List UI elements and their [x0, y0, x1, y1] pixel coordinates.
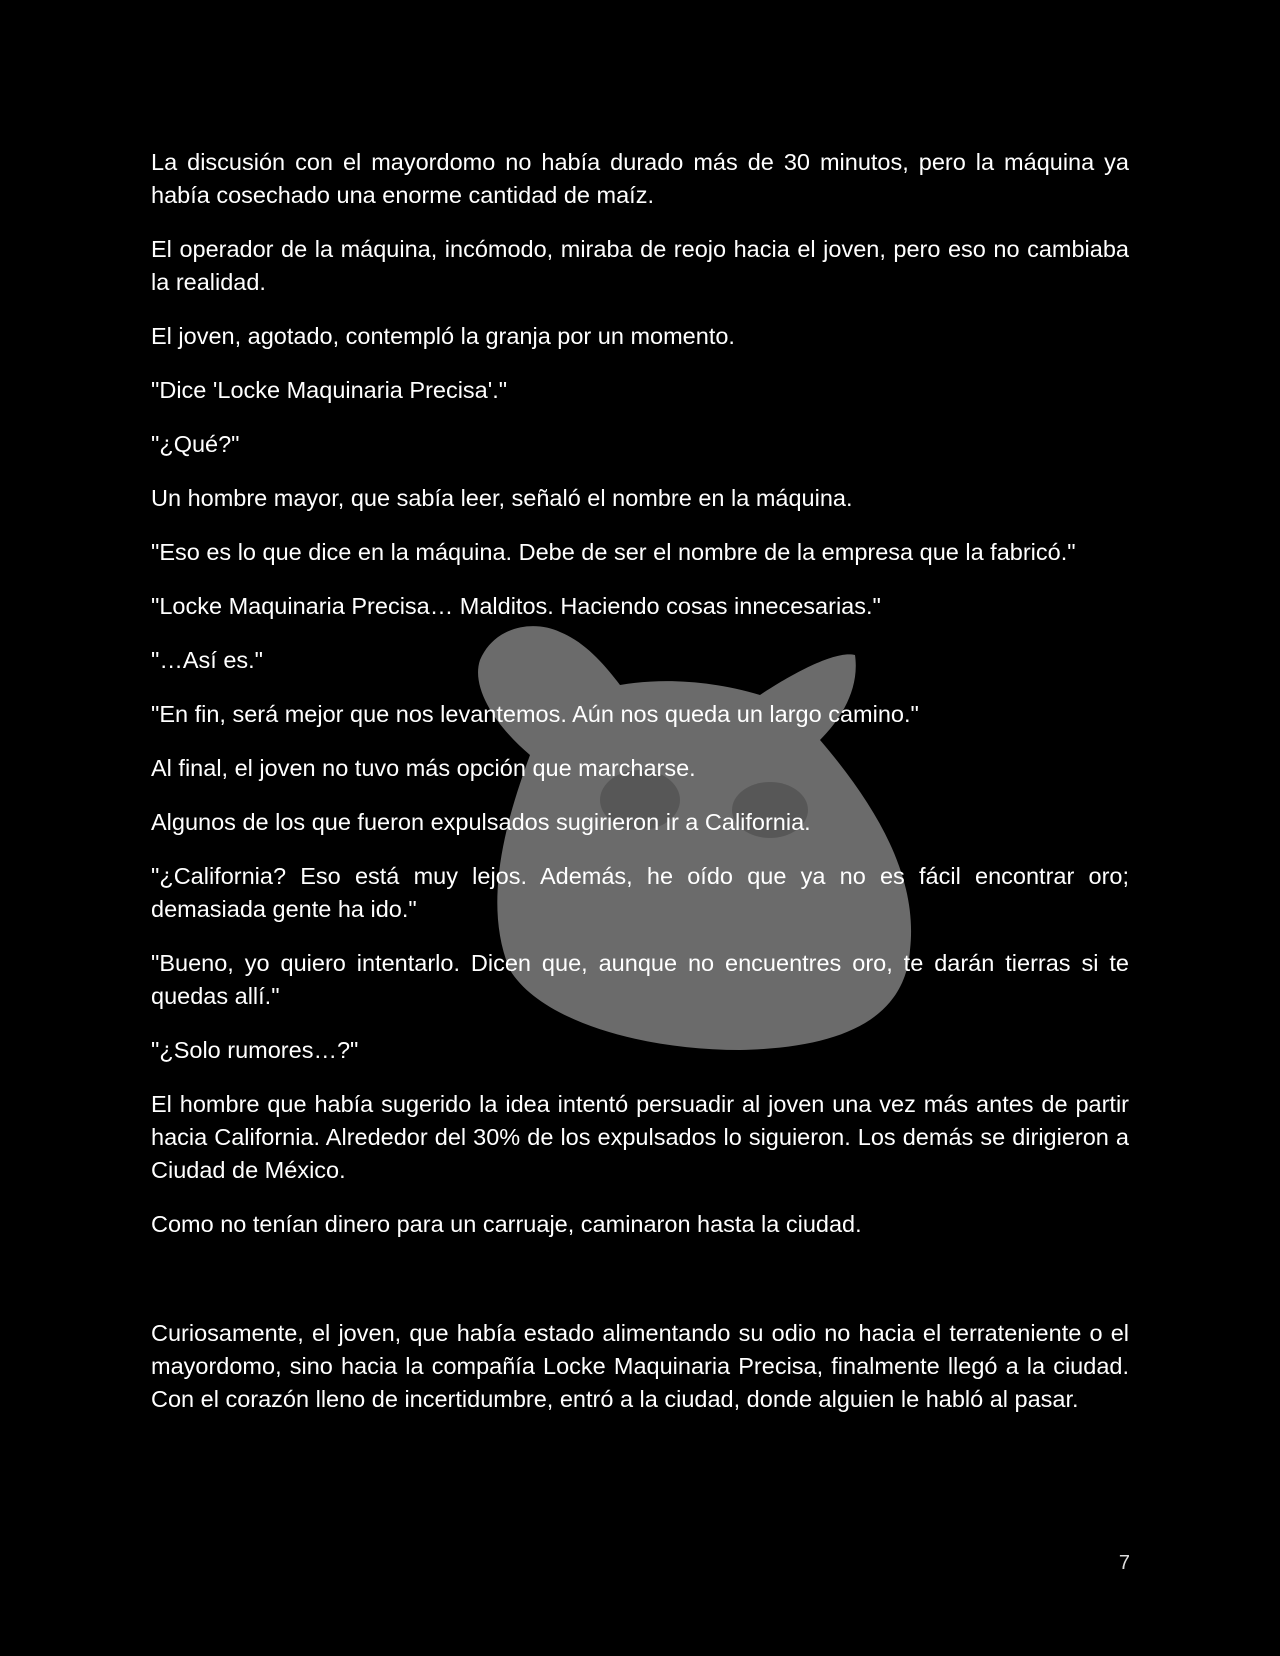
paragraph: "Bueno, yo quiero intentarlo. Dicen que, aunque no encuentres oro, te darán tierras si te quedas allí."	[151, 950, 1129, 1009]
paragraph: "Locke Maquinaria Precisa… Malditos. Haciendo cosas innecesarias."	[151, 593, 881, 619]
paragraph: El hombre que había sugerido la idea intentó persuadir al joven una vez más antes de partir hacia California. Alrededor del 30% de los expulsados lo siguieron. Los demás se dirigieron a Ciudad de México.	[151, 1091, 1129, 1183]
paragraph: Al final, el joven no tuvo más opción que marcharse.	[151, 755, 696, 781]
document-body	[151, 146, 1129, 1437]
paragraph: Algunos de los que fueron expulsados sugirieron ir a California.	[151, 809, 811, 835]
paragraph: Curiosamente, el joven, que había estado alimentando su odio no hacia el terrateniente o el mayordomo, sino hacia la compañía Locke Maquinaria Precisa, finalmente llegó a la ciudad. Con el corazón lleno de incertidumbre, entró a la ciudad, donde alguien le habló al pasar.	[151, 1320, 1129, 1412]
paragraph: "¿Qué?"	[151, 431, 240, 457]
paragraph: Como no tenían dinero para un carruaje, caminaron hasta la ciudad.	[151, 1211, 862, 1237]
page-number: 7	[1118, 1552, 1130, 1574]
paragraph: "Dice 'Locke Maquinaria Precisa'."	[151, 377, 508, 403]
paragraph: "¿Solo rumores…?"	[151, 1037, 359, 1063]
paragraph: "…Así es."	[151, 647, 264, 673]
paragraph: El operador de la máquina, incómodo, miraba de reojo hacia el joven, pero eso no cambiaba la realidad.	[151, 236, 1129, 295]
paragraph: "En fin, será mejor que nos levantemos. Aún nos queda un largo camino."	[151, 701, 919, 727]
paragraph: "¿California? Eso está muy lejos. Además, he oído que ya no es fácil encontrar oro; demasiada gente ha ido."	[151, 863, 1129, 922]
paragraph: La discusión con el mayordomo no había durado más de 30 minutos, pero la máquina ya había cosechado una enorme cantidad de maíz.	[151, 149, 1129, 208]
paragraph: El joven, agotado, contempló la granja por un momento.	[151, 323, 735, 349]
paragraph: Un hombre mayor, que sabía leer, señaló el nombre en la máquina.	[151, 485, 853, 511]
paragraph: "Eso es lo que dice en la máquina. Debe de ser el nombre de la empresa que la fabricó."	[151, 539, 1076, 565]
